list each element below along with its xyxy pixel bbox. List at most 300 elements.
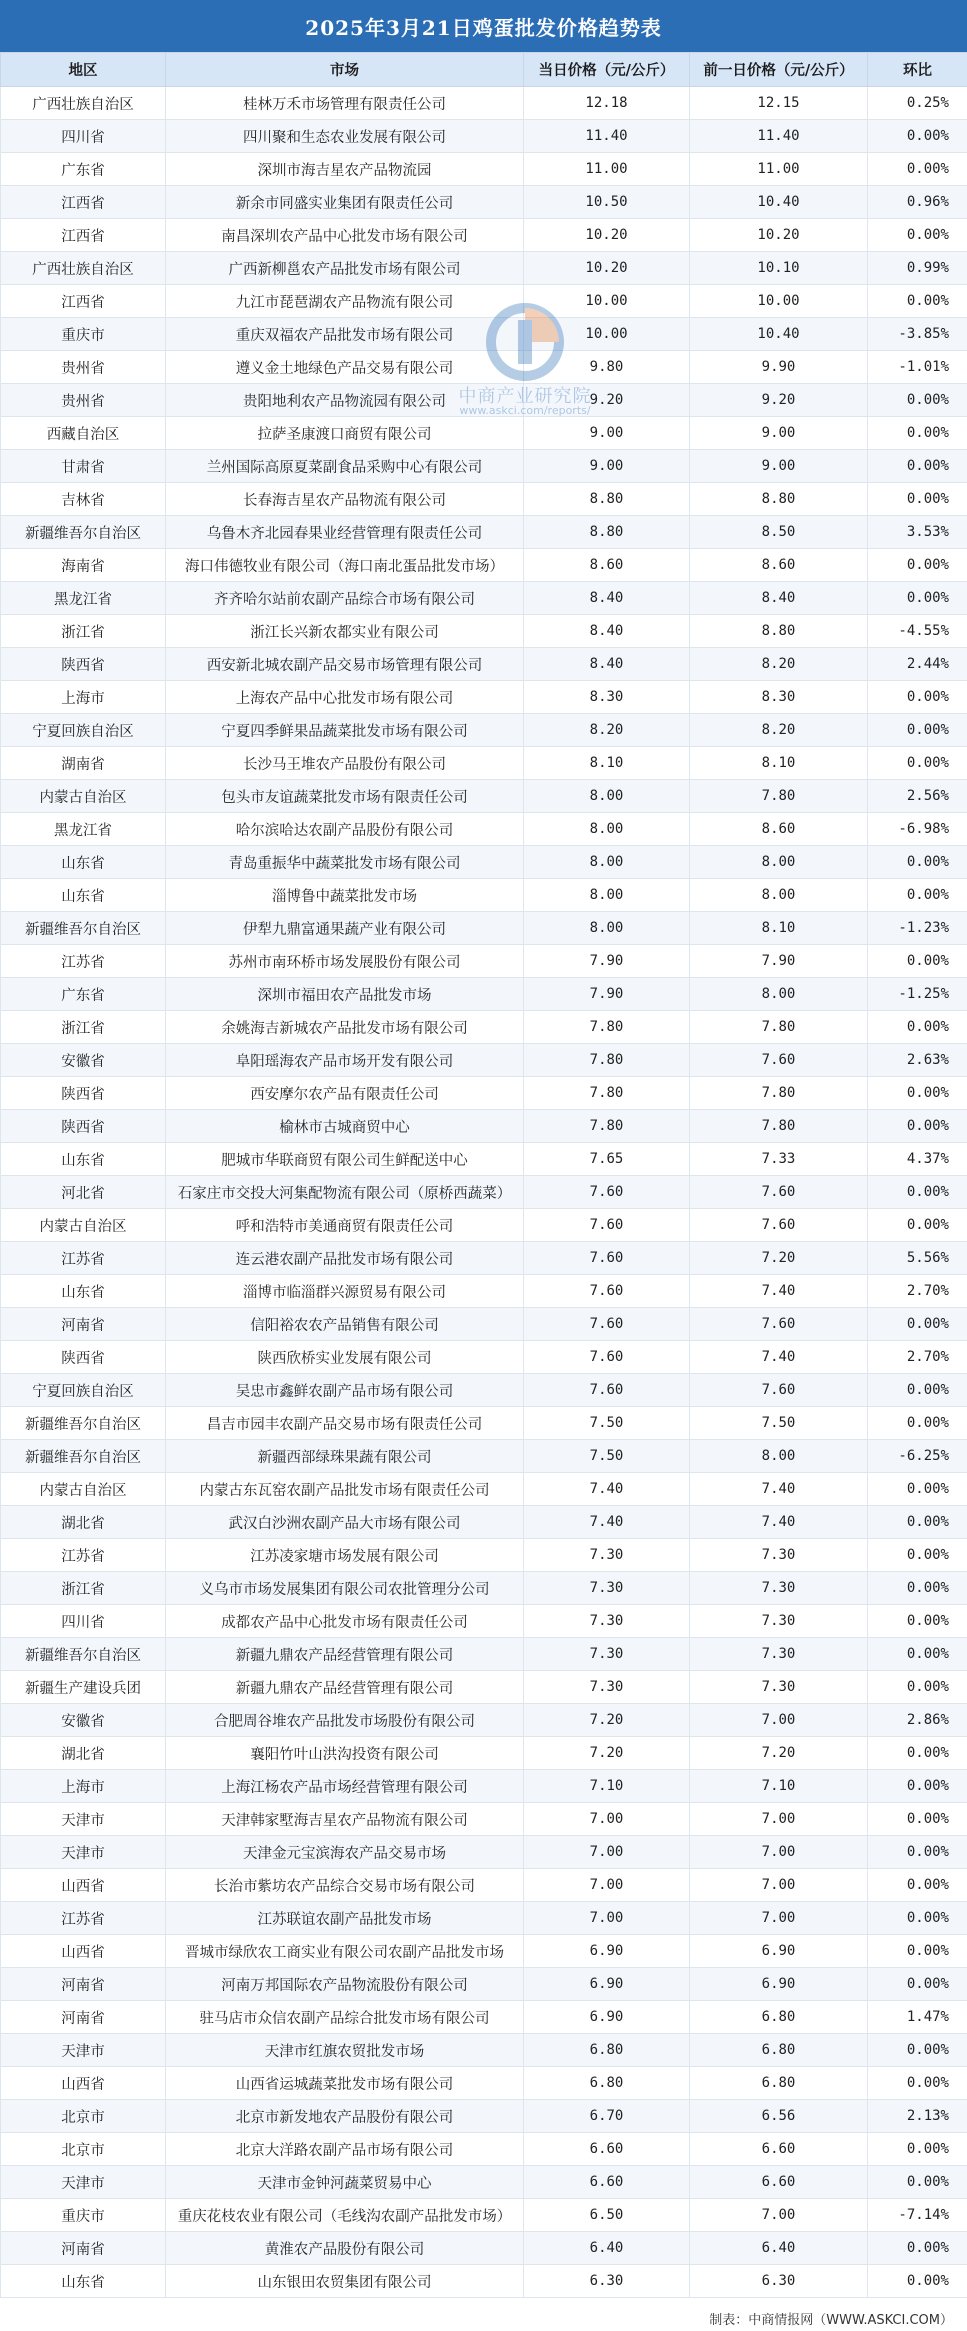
- table-row: [1, 912, 967, 945]
- cell-change: 0.00%: [868, 1506, 967, 1539]
- cell-market: 北京市新发地农产品股份有限公司: [166, 2100, 524, 2133]
- cell-region: 甘肃省: [1, 450, 166, 483]
- cell-region: 江西省: [1, 285, 166, 318]
- table-title: 2025年3月21日鸡蛋批发价格趋势表: [0, 0, 967, 52]
- cell-change: 0.00%: [868, 1935, 967, 1968]
- cell-today-price: 7.90: [524, 978, 690, 1011]
- cell-prev-price: 6.40: [690, 2232, 868, 2265]
- cell-change: -1.25%: [868, 978, 967, 1011]
- cell-today-price: 7.00: [524, 1902, 690, 1935]
- table-row: [1, 1473, 967, 1506]
- cell-market: 天津市红旗农贸批发市场: [166, 2034, 524, 2067]
- cell-prev-price: 7.30: [690, 1638, 868, 1671]
- cell-region: 新疆维吾尔自治区: [1, 912, 166, 945]
- cell-region: 新疆维吾尔自治区: [1, 1440, 166, 1473]
- cell-market: 上海江杨农产品市场经营管理有限公司: [166, 1770, 524, 1803]
- cell-today-price: 10.00: [524, 285, 690, 318]
- cell-market: 海口伟德牧业有限公司（海口南北蛋品批发市场）: [166, 549, 524, 582]
- cell-prev-price: 7.20: [690, 1242, 868, 1275]
- cell-change: 0.25%: [868, 87, 967, 120]
- cell-market: 淄博市临淄群兴源贸易有限公司: [166, 1275, 524, 1308]
- cell-today-price: 8.10: [524, 747, 690, 780]
- cell-prev-price: 6.80: [690, 2067, 868, 2100]
- cell-region: 重庆市: [1, 318, 166, 351]
- cell-today-price: 7.40: [524, 1506, 690, 1539]
- cell-prev-price: 8.60: [690, 813, 868, 846]
- cell-change: 2.13%: [868, 2100, 967, 2133]
- cell-prev-price: 6.60: [690, 2133, 868, 2166]
- header-today-price: 当日价格（元/公斤）: [524, 53, 690, 87]
- cell-market: 乌鲁木齐北园春果业经营管理有限责任公司: [166, 516, 524, 549]
- cell-market: 淄博鲁中蔬菜批发市场: [166, 879, 524, 912]
- cell-market: 桂林万禾市场管理有限责任公司: [166, 87, 524, 120]
- table-row: [1, 1770, 967, 1803]
- cell-prev-price: 8.20: [690, 714, 868, 747]
- cell-region: 广东省: [1, 978, 166, 1011]
- cell-prev-price: 9.20: [690, 384, 868, 417]
- table-row: [1, 417, 967, 450]
- cell-today-price: 7.60: [524, 1209, 690, 1242]
- cell-market: 包头市友谊蔬菜批发市场有限责任公司: [166, 780, 524, 813]
- cell-market: 齐齐哈尔站前农副产品综合市场有限公司: [166, 582, 524, 615]
- table-row: [1, 285, 967, 318]
- cell-prev-price: 8.50: [690, 516, 868, 549]
- cell-prev-price: 6.80: [690, 2034, 868, 2067]
- cell-prev-price: 11.00: [690, 153, 868, 186]
- cell-change: 0.99%: [868, 252, 967, 285]
- cell-change: 0.00%: [868, 483, 967, 516]
- table-row: [1, 1572, 967, 1605]
- table-row: [1, 153, 967, 186]
- table-row: [1, 2001, 967, 2034]
- cell-change: 0.00%: [868, 1671, 967, 1704]
- cell-change: 2.56%: [868, 780, 967, 813]
- cell-market: 西安新北城农副产品交易市场管理有限公司: [166, 648, 524, 681]
- cell-today-price: 7.30: [524, 1605, 690, 1638]
- cell-change: 1.47%: [868, 2001, 967, 2034]
- cell-today-price: 6.90: [524, 1935, 690, 1968]
- table-row: [1, 780, 967, 813]
- cell-market: 呼和浩特市美通商贸有限责任公司: [166, 1209, 524, 1242]
- header-market: 市场: [166, 53, 524, 87]
- cell-today-price: 6.50: [524, 2199, 690, 2232]
- table-row: [1, 120, 967, 153]
- cell-change: -1.23%: [868, 912, 967, 945]
- cell-region: 天津市: [1, 2034, 166, 2067]
- cell-region: 湖南省: [1, 747, 166, 780]
- cell-prev-price: 8.40: [690, 582, 868, 615]
- table-row: [1, 219, 967, 252]
- cell-market: 兰州国际高原夏菜副食品采购中心有限公司: [166, 450, 524, 483]
- table-row: [1, 2166, 967, 2199]
- cell-change: 0.00%: [868, 120, 967, 153]
- table-row: [1, 813, 967, 846]
- cell-market: 拉萨圣康渡口商贸有限公司: [166, 417, 524, 450]
- cell-change: 0.00%: [868, 2232, 967, 2265]
- cell-prev-price: 7.20: [690, 1737, 868, 1770]
- cell-change: 0.00%: [868, 1473, 967, 1506]
- cell-market: 江苏联谊农副产品批发市场: [166, 1902, 524, 1935]
- cell-change: 0.00%: [868, 1209, 967, 1242]
- cell-today-price: 7.30: [524, 1638, 690, 1671]
- cell-change: 0.00%: [868, 2166, 967, 2199]
- cell-region: 海南省: [1, 549, 166, 582]
- cell-change: 0.00%: [868, 1077, 967, 1110]
- cell-today-price: 8.40: [524, 582, 690, 615]
- table-row: [1, 1044, 967, 1077]
- table-row: [1, 2199, 967, 2232]
- cell-today-price: 6.80: [524, 2067, 690, 2100]
- cell-prev-price: 7.40: [690, 1473, 868, 1506]
- cell-change: 0.00%: [868, 2265, 967, 2298]
- cell-today-price: 7.90: [524, 945, 690, 978]
- table-row: [1, 516, 967, 549]
- cell-region: 宁夏回族自治区: [1, 1374, 166, 1407]
- cell-today-price: 8.00: [524, 846, 690, 879]
- cell-market: 伊犁九鼎富通果蔬产业有限公司: [166, 912, 524, 945]
- cell-market: 吴忠市鑫鲜农副产品市场有限公司: [166, 1374, 524, 1407]
- cell-change: 2.86%: [868, 1704, 967, 1737]
- cell-region: 新疆维吾尔自治区: [1, 1407, 166, 1440]
- cell-today-price: 9.20: [524, 384, 690, 417]
- cell-change: 2.70%: [868, 1275, 967, 1308]
- watermark-text: 中商产业研究院: [458, 386, 592, 407]
- cell-today-price: 8.00: [524, 813, 690, 846]
- table-row: [1, 1275, 967, 1308]
- cell-region: 山东省: [1, 1143, 166, 1176]
- cell-today-price: 7.00: [524, 1869, 690, 1902]
- cell-region: 江西省: [1, 186, 166, 219]
- cell-prev-price: 7.60: [690, 1209, 868, 1242]
- cell-today-price: 8.60: [524, 549, 690, 582]
- cell-change: 0.00%: [868, 1968, 967, 2001]
- cell-today-price: 12.18: [524, 87, 690, 120]
- cell-market: 九江市琵琶湖农产品物流有限公司: [166, 285, 524, 318]
- cell-change: 0.00%: [868, 1605, 967, 1638]
- cell-market: 武汉白沙洲农副产品大市场有限公司: [166, 1506, 524, 1539]
- cell-prev-price: 7.50: [690, 1407, 868, 1440]
- cell-change: -3.85%: [868, 318, 967, 351]
- table-row: [1, 1143, 967, 1176]
- cell-market: 河南万邦国际农产品物流股份有限公司: [166, 1968, 524, 2001]
- cell-prev-price: 7.30: [690, 1572, 868, 1605]
- cell-region: 西藏自治区: [1, 417, 166, 450]
- cell-change: 0.00%: [868, 681, 967, 714]
- cell-change: 0.00%: [868, 285, 967, 318]
- table-row: [1, 2034, 967, 2067]
- cell-change: 2.70%: [868, 1341, 967, 1374]
- cell-region: 吉林省: [1, 483, 166, 516]
- cell-prev-price: 9.00: [690, 417, 868, 450]
- cell-change: -7.14%: [868, 2199, 967, 2232]
- cell-region: 广东省: [1, 153, 166, 186]
- cell-today-price: 7.10: [524, 1770, 690, 1803]
- cell-region: 陕西省: [1, 648, 166, 681]
- cell-today-price: 6.60: [524, 2166, 690, 2199]
- table-row: [1, 1935, 967, 1968]
- cell-region: 安徽省: [1, 1044, 166, 1077]
- cell-region: 山西省: [1, 1869, 166, 1902]
- cell-prev-price: 11.40: [690, 120, 868, 153]
- cell-prev-price: 7.40: [690, 1506, 868, 1539]
- table-row: [1, 1605, 967, 1638]
- cell-change: 0.00%: [868, 1308, 967, 1341]
- table-row: [1, 747, 967, 780]
- cell-prev-price: 8.00: [690, 1440, 868, 1473]
- cell-today-price: 9.00: [524, 450, 690, 483]
- cell-today-price: 7.50: [524, 1407, 690, 1440]
- cell-prev-price: 10.20: [690, 219, 868, 252]
- cell-region: 山东省: [1, 2265, 166, 2298]
- cell-prev-price: 7.40: [690, 1275, 868, 1308]
- cell-change: 0.00%: [868, 1803, 967, 1836]
- cell-region: 江苏省: [1, 945, 166, 978]
- cell-market: 长治市紫坊农产品综合交易市场有限公司: [166, 1869, 524, 1902]
- table-row: [1, 318, 967, 351]
- table-body: [1, 87, 967, 2298]
- cell-today-price: 11.40: [524, 120, 690, 153]
- cell-region: 江西省: [1, 219, 166, 252]
- table-row: [1, 351, 967, 384]
- table-row: [1, 1341, 967, 1374]
- cell-today-price: 10.20: [524, 252, 690, 285]
- cell-region: 北京市: [1, 2133, 166, 2166]
- table-row: [1, 2232, 967, 2265]
- header-change: 环比: [868, 53, 967, 87]
- watermark-url: www.askci.com/reports/: [459, 404, 591, 417]
- cell-today-price: 7.30: [524, 1539, 690, 1572]
- cell-region: 新疆维吾尔自治区: [1, 1638, 166, 1671]
- cell-prev-price: 6.60: [690, 2166, 868, 2199]
- cell-region: 浙江省: [1, 1011, 166, 1044]
- cell-market: 新余市同盛实业集团有限责任公司: [166, 186, 524, 219]
- cell-prev-price: 7.80: [690, 780, 868, 813]
- cell-prev-price: 7.00: [690, 1803, 868, 1836]
- table-row: [1, 549, 967, 582]
- table-row: [1, 1737, 967, 1770]
- cell-market: 成都农产品中心批发市场有限责任公司: [166, 1605, 524, 1638]
- cell-change: 0.00%: [868, 1869, 967, 1902]
- cell-region: 贵州省: [1, 351, 166, 384]
- cell-today-price: 7.60: [524, 1176, 690, 1209]
- header-region: 地区: [1, 53, 166, 87]
- table-row: [1, 450, 967, 483]
- cell-market: 北京大洋路农副产品市场有限公司: [166, 2133, 524, 2166]
- cell-today-price: 8.30: [524, 681, 690, 714]
- cell-region: 山东省: [1, 1275, 166, 1308]
- table-row: [1, 1308, 967, 1341]
- cell-prev-price: 8.10: [690, 912, 868, 945]
- cell-market: 内蒙古东瓦窑农副产品批发市场有限责任公司: [166, 1473, 524, 1506]
- table-row: [1, 1374, 967, 1407]
- cell-today-price: 7.80: [524, 1077, 690, 1110]
- cell-today-price: 7.60: [524, 1374, 690, 1407]
- cell-region: 山东省: [1, 879, 166, 912]
- cell-region: 四川省: [1, 120, 166, 153]
- cell-change: 2.44%: [868, 648, 967, 681]
- cell-region: 上海市: [1, 681, 166, 714]
- table-header-row: [1, 53, 967, 87]
- cell-region: 重庆市: [1, 2199, 166, 2232]
- cell-prev-price: 8.00: [690, 846, 868, 879]
- cell-change: 0.00%: [868, 1110, 967, 1143]
- cell-prev-price: 7.10: [690, 1770, 868, 1803]
- cell-region: 新疆生产建设兵团: [1, 1671, 166, 1704]
- cell-market: 广西新柳邕农产品批发市场有限公司: [166, 252, 524, 285]
- cell-prev-price: 6.90: [690, 1935, 868, 1968]
- cell-today-price: 8.20: [524, 714, 690, 747]
- cell-region: 山东省: [1, 846, 166, 879]
- cell-today-price: 8.00: [524, 879, 690, 912]
- cell-change: 0.00%: [868, 1407, 967, 1440]
- egg-price-table: [0, 52, 967, 2298]
- cell-market: 深圳市福田农产品批发市场: [166, 978, 524, 1011]
- table-row: [1, 87, 967, 120]
- cell-prev-price: 9.00: [690, 450, 868, 483]
- cell-today-price: 9.00: [524, 417, 690, 450]
- cell-region: 陕西省: [1, 1077, 166, 1110]
- cell-market: 榆林市古城商贸中心: [166, 1110, 524, 1143]
- cell-prev-price: 6.80: [690, 2001, 868, 2034]
- cell-change: 0.00%: [868, 1572, 967, 1605]
- cell-change: -1.01%: [868, 351, 967, 384]
- cell-change: 0.00%: [868, 714, 967, 747]
- cell-region: 山西省: [1, 1935, 166, 1968]
- cell-region: 新疆维吾尔自治区: [1, 516, 166, 549]
- table-row: [1, 384, 967, 417]
- cell-today-price: 6.60: [524, 2133, 690, 2166]
- cell-region: 湖北省: [1, 1506, 166, 1539]
- cell-market: 合肥周谷堆农产品批发市场股份有限公司: [166, 1704, 524, 1737]
- table-row: [1, 1638, 967, 1671]
- cell-change: 0.00%: [868, 1374, 967, 1407]
- cell-today-price: 7.60: [524, 1308, 690, 1341]
- table-row: [1, 1077, 967, 1110]
- cell-prev-price: 7.00: [690, 1836, 868, 1869]
- cell-today-price: 7.00: [524, 1836, 690, 1869]
- cell-market: 四川聚和生态农业发展有限公司: [166, 120, 524, 153]
- cell-market: 石家庄市交投大河集配物流有限公司（原桥西蔬菜）: [166, 1176, 524, 1209]
- table-row: [1, 483, 967, 516]
- cell-today-price: 7.20: [524, 1737, 690, 1770]
- cell-today-price: 7.80: [524, 1011, 690, 1044]
- cell-prev-price: 8.00: [690, 978, 868, 1011]
- table-row: [1, 252, 967, 285]
- cell-region: 四川省: [1, 1605, 166, 1638]
- cell-market: 重庆花枝农业有限公司（毛线沟农副产品批发市场）: [166, 2199, 524, 2232]
- cell-today-price: 6.30: [524, 2265, 690, 2298]
- cell-region: 河南省: [1, 2001, 166, 2034]
- cell-prev-price: 7.00: [690, 1902, 868, 1935]
- cell-prev-price: 6.90: [690, 1968, 868, 2001]
- cell-region: 山西省: [1, 2067, 166, 2100]
- table-row: [1, 846, 967, 879]
- table-row: [1, 2100, 967, 2133]
- table-row: [1, 1110, 967, 1143]
- cell-today-price: 7.60: [524, 1341, 690, 1374]
- cell-region: 陕西省: [1, 1110, 166, 1143]
- cell-change: 0.00%: [868, 1539, 967, 1572]
- cell-region: 广西壮族自治区: [1, 87, 166, 120]
- cell-prev-price: 7.80: [690, 1077, 868, 1110]
- cell-change: 0.00%: [868, 450, 967, 483]
- cell-market: 连云港农副产品批发市场有限公司: [166, 1242, 524, 1275]
- cell-change: -6.25%: [868, 1440, 967, 1473]
- cell-region: 河南省: [1, 1968, 166, 2001]
- cell-today-price: 6.40: [524, 2232, 690, 2265]
- table-row: [1, 2133, 967, 2166]
- cell-change: 0.96%: [868, 186, 967, 219]
- cell-market: 青岛重振华中蔬菜批发市场有限公司: [166, 846, 524, 879]
- cell-prev-price: 12.15: [690, 87, 868, 120]
- cell-market: 上海农产品中心批发市场有限公司: [166, 681, 524, 714]
- cell-prev-price: 6.56: [690, 2100, 868, 2133]
- cell-prev-price: 10.40: [690, 318, 868, 351]
- table-row: [1, 648, 967, 681]
- cell-change: 5.56%: [868, 1242, 967, 1275]
- cell-change: 0.00%: [868, 1638, 967, 1671]
- cell-region: 江苏省: [1, 1242, 166, 1275]
- cell-market: 新疆西部绿珠果蔬有限公司: [166, 1440, 524, 1473]
- cell-region: 陕西省: [1, 1341, 166, 1374]
- cell-today-price: 8.40: [524, 648, 690, 681]
- table-row: [1, 1209, 967, 1242]
- cell-region: 内蒙古自治区: [1, 1209, 166, 1242]
- cell-region: 黑龙江省: [1, 813, 166, 846]
- table-row: [1, 1407, 967, 1440]
- cell-change: 0.00%: [868, 2067, 967, 2100]
- cell-today-price: 8.80: [524, 483, 690, 516]
- cell-change: 0.00%: [868, 1737, 967, 1770]
- cell-prev-price: 7.30: [690, 1671, 868, 1704]
- cell-market: 新疆九鼎农产品经营管理有限公司: [166, 1671, 524, 1704]
- cell-change: 0.00%: [868, 1770, 967, 1803]
- cell-today-price: 8.00: [524, 912, 690, 945]
- cell-prev-price: 6.30: [690, 2265, 868, 2298]
- cell-market: 长沙马王堆农产品股份有限公司: [166, 747, 524, 780]
- cell-region: 河北省: [1, 1176, 166, 1209]
- table-row: [1, 945, 967, 978]
- cell-market: 肥城市华联商贸有限公司生鲜配送中心: [166, 1143, 524, 1176]
- table-row: [1, 1836, 967, 1869]
- cell-region: 江苏省: [1, 1902, 166, 1935]
- cell-market: 阜阳瑶海农产品市场开发有限公司: [166, 1044, 524, 1077]
- cell-today-price: 8.00: [524, 780, 690, 813]
- cell-change: 0.00%: [868, 1902, 967, 1935]
- table-row: [1, 1803, 967, 1836]
- cell-market: 新疆九鼎农产品经营管理有限公司: [166, 1638, 524, 1671]
- cell-change: 0.00%: [868, 747, 967, 780]
- cell-today-price: 8.40: [524, 615, 690, 648]
- header-prev-price: 前一日价格（元/公斤）: [690, 53, 868, 87]
- cell-change: 0.00%: [868, 1836, 967, 1869]
- cell-change: 0.00%: [868, 2034, 967, 2067]
- cell-change: 2.63%: [868, 1044, 967, 1077]
- cell-region: 内蒙古自治区: [1, 780, 166, 813]
- cell-today-price: 7.30: [524, 1671, 690, 1704]
- cell-today-price: 10.20: [524, 219, 690, 252]
- cell-market: 陕西欣桥实业发展有限公司: [166, 1341, 524, 1374]
- cell-market: 贵阳地利农产品物流园有限公司: [166, 384, 524, 417]
- table-row: [1, 1506, 967, 1539]
- cell-prev-price: 7.90: [690, 945, 868, 978]
- cell-market: 晋城市绿欣农工商实业有限公司农副产品批发市场: [166, 1935, 524, 1968]
- cell-market: 苏州市南环桥市场发展股份有限公司: [166, 945, 524, 978]
- cell-prev-price: 7.00: [690, 2199, 868, 2232]
- cell-prev-price: 8.20: [690, 648, 868, 681]
- cell-prev-price: 7.60: [690, 1308, 868, 1341]
- cell-change: 0.00%: [868, 945, 967, 978]
